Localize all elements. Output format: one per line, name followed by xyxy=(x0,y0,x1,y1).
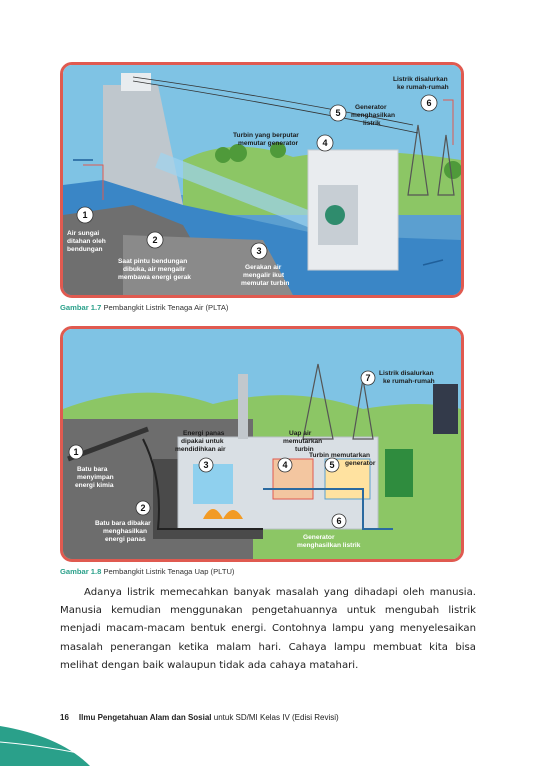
badge-5 xyxy=(330,105,346,121)
badge-1 xyxy=(69,445,83,459)
svg-text:dipakai untuk: dipakai untuk xyxy=(181,438,224,445)
svg-text:Generator: Generator xyxy=(303,534,335,541)
caption-plta: Gambar 1.7 Pembangkit Listrik Tenaga Air (PLTA) xyxy=(60,303,229,312)
svg-text:menghasilkan listrik: menghasilkan listrik xyxy=(297,542,361,549)
svg-text:Batu bara: Batu bara xyxy=(77,466,108,473)
svg-text:generator: generator xyxy=(345,460,376,467)
svg-text:menghasilkan: menghasilkan xyxy=(103,528,147,535)
svg-text:3: 3 xyxy=(203,460,209,470)
book-title: Ilmu Pengetahuan Alam dan Sosial xyxy=(78,713,212,722)
caption-pltu: Gambar 1.8 Pembangkit Listrik Tenaga Uap (PLTU) xyxy=(60,567,235,576)
svg-text:membawa energi gerak: membawa energi gerak xyxy=(118,274,191,281)
svg-text:dibuka, air mengalir: dibuka, air mengalir xyxy=(123,266,186,273)
badge-7 xyxy=(361,371,375,385)
book-title-suffix: untuk SD/MI Kelas IV (Edisi Revisi) xyxy=(211,713,339,722)
badge-6 xyxy=(332,514,346,528)
badge-3 xyxy=(199,458,213,472)
page-number: 16 xyxy=(60,713,69,722)
label-3 xyxy=(175,430,226,453)
label-6 xyxy=(393,76,449,91)
svg-text:Gerakan air: Gerakan air xyxy=(245,264,282,271)
badge-4 xyxy=(278,458,292,472)
svg-text:6: 6 xyxy=(426,98,432,108)
svg-text:Energi panas: Energi panas xyxy=(183,430,225,437)
svg-text:bendungan: bendungan xyxy=(67,246,103,253)
svg-text:turbin: turbin xyxy=(295,446,314,453)
svg-text:menghasilkan: menghasilkan xyxy=(351,112,395,119)
pltu-illustration xyxy=(63,329,461,559)
svg-text:Saat pintu bendungan: Saat pintu bendungan xyxy=(118,258,188,265)
body-paragraph: Adanya listrik memecahkan banyak masalah yang dihadapi oleh manusia. Manusia kemudian menggunakan pengetahuannya untuk mengubah listrik menjadi macam-macam bentuk energi. Contohnya lampu yang menyelesaikan masalah penerangan ketika malam hari. Cahaya lampu membuat kita bisa melihat dengan baik walaupun tidak ada cahaya matahari. xyxy=(60,587,476,671)
svg-text:memutarkan: memutarkan xyxy=(283,438,323,445)
svg-text:1: 1 xyxy=(73,447,79,457)
svg-text:Listrik disalurkan: Listrik disalurkan xyxy=(379,370,434,377)
svg-text:Listrik disalurkan: Listrik disalurkan xyxy=(393,76,448,83)
svg-text:Air sungai: Air sungai xyxy=(67,230,100,237)
figure-plta xyxy=(60,62,464,298)
svg-text:mengalir ikut: mengalir ikut xyxy=(243,272,285,279)
badge-2 xyxy=(147,232,163,248)
badge-1 xyxy=(77,207,93,223)
svg-text:3: 3 xyxy=(256,246,262,256)
svg-text:7: 7 xyxy=(365,373,371,383)
svg-text:4: 4 xyxy=(322,138,328,148)
svg-text:menyimpan: menyimpan xyxy=(77,474,114,481)
plta-illustration xyxy=(63,65,461,295)
svg-text:ditahan oleh: ditahan oleh xyxy=(67,238,106,245)
badge-3 xyxy=(251,243,267,259)
svg-text:2: 2 xyxy=(140,503,146,513)
svg-text:5: 5 xyxy=(335,108,341,118)
svg-text:Turbin memutarkan: Turbin memutarkan xyxy=(309,452,371,459)
badge-4 xyxy=(317,135,333,151)
svg-text:Turbin yang berputar: Turbin yang berputar xyxy=(233,132,299,139)
badge-5 xyxy=(325,458,339,472)
svg-text:2: 2 xyxy=(152,235,158,245)
label-4 xyxy=(233,132,299,147)
svg-text:4: 4 xyxy=(282,460,288,470)
svg-text:memutar turbin: memutar turbin xyxy=(241,280,290,287)
label-7 xyxy=(379,370,435,385)
svg-text:ke rumah-rumah: ke rumah-rumah xyxy=(383,378,435,385)
svg-text:1: 1 xyxy=(82,210,88,220)
svg-text:mendidihkan air: mendidihkan air xyxy=(175,446,226,453)
svg-text:memutar generator: memutar generator xyxy=(238,140,299,147)
svg-text:energi panas: energi panas xyxy=(105,536,146,543)
badge-2 xyxy=(136,501,150,515)
svg-text:listrik: listrik xyxy=(363,120,381,127)
label-2 xyxy=(118,258,191,281)
corner-wave-decoration xyxy=(0,706,160,766)
svg-text:5: 5 xyxy=(329,460,335,470)
svg-text:Generator: Generator xyxy=(355,104,387,111)
svg-text:Batu bara dibakar: Batu bara dibakar xyxy=(95,520,151,527)
badge-6 xyxy=(421,95,437,111)
svg-text:energi kimia: energi kimia xyxy=(75,482,114,489)
svg-text:ke rumah-rumah: ke rumah-rumah xyxy=(397,84,449,91)
svg-text:6: 6 xyxy=(336,516,342,526)
svg-text:Uap air: Uap air xyxy=(289,430,312,437)
figure-pltu xyxy=(60,326,464,562)
